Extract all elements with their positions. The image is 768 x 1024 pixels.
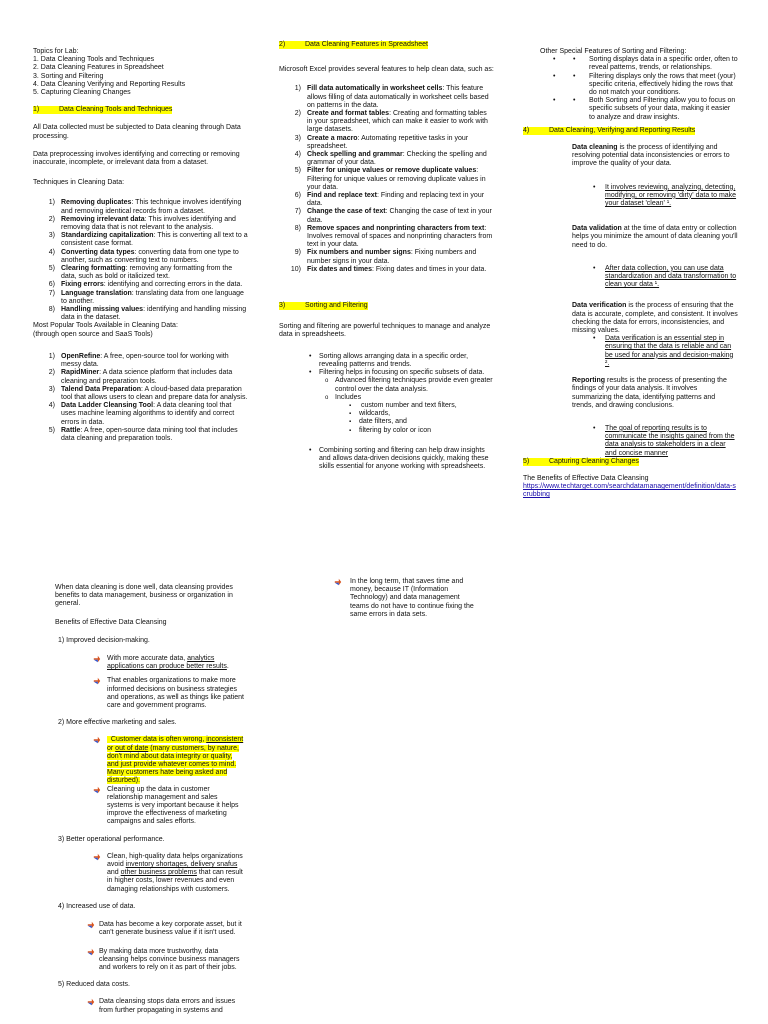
list-item: • After data collection, you can use data standardization and data transformation to clean your data ¹. [593,264,737,289]
list-item: • It involves reviewing, analyzing, detecting, modifying, or removing 'dirty' data to make your dataset 'clean' ¹. [593,183,737,208]
paragraph: Microsoft Excel provides several features to help clean data, such as: [279,66,494,74]
section-5-heading: 5) Capturing Cleaning Changes [523,457,639,465]
tools-title: Most Popular Tools Available in Cleaning Data: [33,322,178,330]
list-item: • The goal of reporting results is to communicate the insights gained from the data analysis to stakeholders in a clear and concise manner [593,424,735,457]
benefits-title: Benefits of Effective Data Cleansing [55,618,167,626]
list-item: o Includes [279,394,494,402]
column-2-bottom [334,578,474,619]
list-item: ▪ date filters, and [279,418,494,426]
benefit-bullet: Data cleansing stops data errors and issues from further propagating in systems and [55,998,245,1014]
arrow-bullet-icon [93,655,101,663]
column-3 [523,48,738,500]
list-item: • • Both Sorting and Filtering allow you to focus on specific subsets of your data, making it easier to analyze and draw insights. [523,97,738,122]
section-1-heading: 1) Data Cleaning Tools and Techniques [33,106,173,114]
topic-item: 4. Data Cleaning Verifying and Reporting Results [33,80,186,88]
topics-title: Topics for Lab: [33,48,79,55]
reference-link[interactable]: https://www.techtarget.com/searchdatamanagement/definition/data-scrubbing [523,483,736,499]
paragraph: Data preprocessing involves identifying and correcting or removing inaccurate, incomplete, or irrelevant data from a dataset. [33,150,240,167]
list-item: 7) Change the case of text: Changing the case of text in your data. [294,208,492,224]
tools-list [33,353,248,443]
benefit-bullet: Data has become a key corporate asset, but it can't generate business value if it isn't used. [55,921,245,937]
list-item: • Data verification is an essential step in ensuring that the data is reliable and can be used for analysis and decision-making ². [593,335,734,367]
list-item: 3) Create a macro: Automating repetitive tasks in your spreadsheet. [294,134,469,150]
list-item: • • Sorting displays data in a specific order, often to reveal patterns, trends, or relationships. [523,56,738,72]
benefit-heading: 5) Reduced data costs. [58,981,130,989]
filter-types-list [279,402,494,435]
section-4-heading: 4) Data Cleaning, Verifying and Reporting Results [523,126,696,134]
column-1 [33,48,248,443]
benefit-heading: 2) More effective marketing and sales. [58,719,177,727]
arrow-bullet-icon [334,578,342,586]
arrow-bullet-icon [87,921,95,929]
paragraph: Sorting and filtering are powerful techniques to manage and analyze data in spreadsheets. [279,323,491,339]
list-item: 10) Fix dates and times: Fixing dates and times in your data. [290,265,487,273]
list-item: 2) Create and format tables: Creating and formatting tables in your spreadsheet, which can make it easier to work with large datasets. [294,110,488,134]
list-item: 3) Standardizing capitalization: This is converting all text to a consistent case format. [48,232,248,248]
list-item: 2) RapidMiner: A data science platform that includes data cleaning and preparation tools. [48,369,233,385]
sorting-list [279,353,494,378]
benefit-bullet: Clean, high-quality data helps organizations avoid inventory shortages, delivery snafus and other business problems that can result in higher costs, lower revenues and even damaging relationships with customers. [55,853,245,894]
column-2 [279,41,494,471]
benefit-bullet: With more accurate data, analytics applications can produce better results. [55,655,245,671]
arrow-bullet-icon [93,736,101,744]
list-item: 7) Language translation: translating data from one language to another. [48,289,244,305]
list-item: 4) Data Ladder Cleansing Tool: A data cleaning tool that uses machine learning algorithms to identify and correct errors in data. [48,402,235,426]
benefits-section [55,584,245,1015]
techniques-list [33,199,248,322]
arrow-bullet-icon [93,853,101,861]
list-item: • • Filtering displays only the rows that meet (your) specific criteria, effectively hiding the rows that do not match your conditions. [523,73,738,98]
arrow-bullet-icon [93,786,101,794]
benefit-bullet: By making data more trustworthy, data cleansing helps convince business managers and workers to rely on it as part of their jobs. [55,948,245,973]
topic-item: 2. Data Cleaning Features in Spreadsheet [33,64,164,72]
list-item: ▪ wildcards, [279,410,494,418]
list-item: 8) Remove spaces and nonprinting characters from text: Involves removal of spaces and nonprinting characters from text in your data. [294,224,493,249]
list-item: 3) Talend Data Preparation: A cloud-based data preparation tool that allows users to clean and prepare data for analysis. [48,385,248,401]
list-item: 1) Removing duplicates: This technique involves identifying and removing identical records from a dataset. [48,199,242,215]
list-item: 1) Fill data automatically in worksheet cells: This feature allows filling of data automatically in worksheet cells based on patterns in the data. [294,85,489,109]
section-3-heading: 3) Sorting and Filtering [279,302,368,310]
list-item: 5) Filter for unique values or remove duplicate values: Filtering for unique values or removing duplicate values in your data. [294,167,486,191]
benefits-intro: When data cleaning is done well, data cleansing provides benefits to data management, business or organization in general. [55,584,233,608]
topic-item: 1. Data Cleaning Tools and Techniques [33,56,155,64]
benefits-reference: The Benefits of Effective Data Cleansing [523,474,649,482]
list-item: ▪ filtering by color or icon [279,427,494,435]
benefit-bullet: In the long term, that saves time and money, because IT (Information Technology) and data management teams do not have to continue fixing the same errors in data sets. [334,578,474,619]
benefit-heading: 1) Improved decision-making. [58,636,150,644]
list-item: 9) Fix numbers and number signs: Fixing numbers and number signs in your data. [294,249,477,265]
list-item: • Sorting allows arranging data in a specific order, revealing patterns and trends. [279,353,494,369]
list-item: 1) OpenRefine: A free, open-source tool for working with messy data. [48,352,229,369]
list-item: • Filtering helps in focusing on specific subsets of data. [279,369,494,377]
list-item: 8) Handling missing values: identifying and handling missing data in the dataset. [48,306,247,322]
reporting-paragraph: Reporting results is the process of presenting the findings of your data analysis. It involves summarizing the data, identifying patterns and trends, and drawing conclusions. [572,377,727,409]
topic-item: 5. Capturing Cleaning Changes [33,89,131,97]
tools-subtitle: (through open source and SaaS Tools) [33,330,153,338]
data-verification-paragraph: Data verification is the process of ensuring that the data is accurate, complete, and consistent. It involves checking the data for errors, inconsistencies, and missing values. [572,302,738,335]
filtering-sublist [279,377,494,402]
data-cleaning-paragraph: Data cleaning is the process of identifying and resolving potential data inconsistencies or errors to improve the quality of your data. [572,144,730,168]
benefit-heading: 3) Better operational performance. [58,835,165,843]
list-item: 6) Fixing errors: identifying and correcting errors in the data. [48,281,243,289]
arrow-bullet-icon [87,998,95,1006]
list-item: 5) Rattle: A free, open-source data mining tool that includes data cleaning and preparation tools. [48,426,238,442]
other-features-title: Other Special Features of Sorting and Filtering: [540,48,687,55]
paragraph: All Data collected must be subjected to Data cleaning through Data processing. [33,124,241,140]
list-item: • Combining sorting and filtering can help draw insights and allows data-driven decisions quickly, making these skills essential for anyone working with spreadsheets. [279,447,494,472]
benefit-bullet: That enables organizations to make more informed decisions on business strategies and operations, as well as things like patient care and government programs. [55,677,245,710]
list-item: 5) Clearing formatting: removing any formatting from the data, such as bold or italicized text. [48,265,233,281]
techniques-title: Techniques in Cleaning Data: [33,179,125,187]
section-2-heading: 2) Data Cleaning Features in Spreadsheet [279,41,428,48]
features-list [279,85,494,274]
list-item: ▪ custom number and text filters, [279,402,494,410]
benefit-heading: 4) Increased use of data. [58,902,136,910]
arrow-bullet-icon [87,948,95,956]
data-validation-paragraph: Data validation at the time of data entry or collection helps you minimize the amount of data cleaning you'll need to do. [572,225,738,249]
list-item: 6) Find and replace text: Finding and replacing text in your data. [294,192,485,208]
list-item: 4) Converting data types: converting data from one type to another, such as converting text to numbers. [48,248,239,264]
other-features-list [523,56,738,122]
list-item: o Advanced filtering techniques provide even greater control over the data analysis. [279,377,494,393]
topic-item: 3. Sorting and Filtering [33,72,104,80]
list-item: 4) Check spelling and grammar: Checking the spelling and grammar of your data. [294,151,487,167]
benefit-bullet: Cleaning up the data in customer relationship management and sales systems is very important because it helps improve the effectiveness of marketing campaigns and sales efforts. [55,786,245,827]
benefit-bullet: Customer data is often wrong, inconsistent or out of date (many customers, by nature, don't mind about data integrity or quality, and just provide whatever comes to mind. Many customers hate being asked and disturbed). [55,736,245,785]
list-item: 2) Removing irrelevant data: This involves identifying and removing data that is not relevant to the analysis. [48,215,236,232]
arrow-bullet-icon [93,677,101,685]
sorting-list-2 [279,447,494,472]
